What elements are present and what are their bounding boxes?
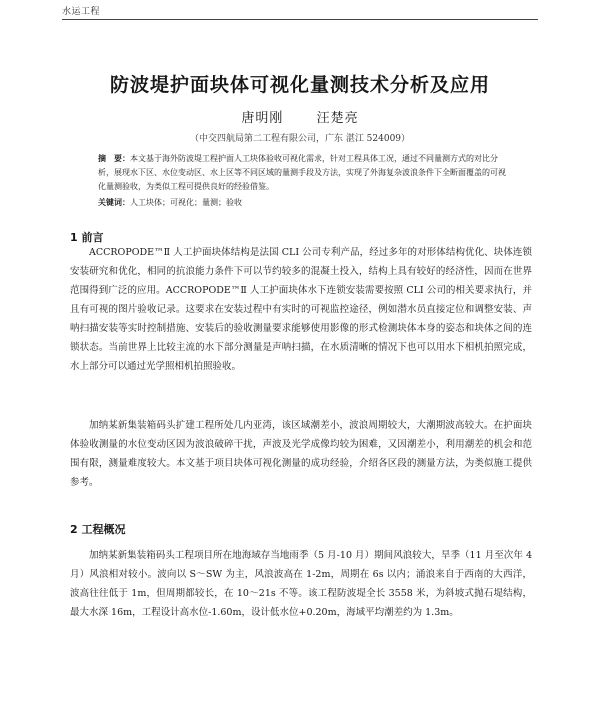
- keywords: [98, 197, 508, 208]
- paper-title: 防波堤护面块体可视化量测技术分析及应用: [109, 74, 490, 96]
- keywords-label: 关键词：: [98, 198, 130, 207]
- body-paragraph: 加纳某新集装箱码头工程项目所在地海域存当地雨季（5 月-10 月）期间风浪较大，旱季（11 月至次年 4 月）风浪相对较小。波向以 S～SW 为主，风浪波高在 1-2m，周期在 6s 以内；涌浪来自于西南的大西洋，波高往往低于 1m，但周期都较长，在 10～21s 不等。该工程防波堤全长 3558 米，为斜坡式抛石堤结构，最大水深 16m，工程设计高水位-1.60m，设计低水位+0.20m，海域平均潮差约为 1.3m。: [70, 550, 532, 618]
- section-heading-project-overview: 2 工程概况: [70, 523, 126, 536]
- author-name: 唐明刚: [241, 111, 284, 126]
- running-head: 水运工程: [62, 4, 538, 20]
- affiliation: （中交四航局第二工程有限公司，广东 湛江 524009）: [189, 134, 411, 144]
- author-name: 汪楚亮: [316, 111, 359, 126]
- abstract-text: 本文基于海外防波堤工程护面人工块体验收可视化需求，针对工程具体工况，通过不同量测方式的对比分析，展现水下区、水位变动区、水上区等不同区域的量测手段及方法，实现了外海复杂波浪条件下全断面覆盖的可视化量测验收，为类似工程可提供良好的经验借鉴。: [98, 154, 506, 191]
- author-list: [0, 107, 600, 126]
- body-paragraph: 加纳某新集装箱码头扩建工程所处几内亚湾，该区域潮差小，波浪周期较大，大潮期波高较大。在护面块体验收测量的水位变动区因为波浪破碎干扰，声波及光学成像均较为困难，又因潮差小，利用潮差的机会和范围有限，测量难度较大。本文基于项目块体可视化测量的成功经验，介绍各区段的测量方法，为类似施工提供参考。: [70, 420, 532, 488]
- abstract-label: 摘 要：: [98, 154, 130, 163]
- body-paragraph: ACCROPODE™Ⅱ 人工护面块体结构是法国 CLI 公司专利产品，经过多年的对形体结构优化、块体连锁安装研究和优化，相同的抗浪能力条件下可以节约较多的混凝土投入，结构上具有较好的经济性，因而在世界范围得到广泛的应用。ACCROPODE™Ⅱ 人工护面块体水下连锁安装需要按照 CLI 公司的相关要求执行，并且有可视的图片验收记录。这要求在安装过程中有实时的可视监控途径，例如潜水员直接定位和调整安装、声呐扫描安装等实时控制措施、安装后的验收测量要求能够使用影像的形式检测块体本身的姿态和块体之间的连锁状态。当前世界上比较主流的水下部分测量是声呐扫描，在水质清晰的情况下也可以用水下相机拍照完成，水上部分可以通过光学照相机拍照验收。: [70, 247, 532, 372]
- keywords-text: 人工块体；可视化；量测；验收: [130, 198, 242, 207]
- abstract: [98, 152, 508, 194]
- section-heading-introduction: 1 前言: [70, 231, 104, 244]
